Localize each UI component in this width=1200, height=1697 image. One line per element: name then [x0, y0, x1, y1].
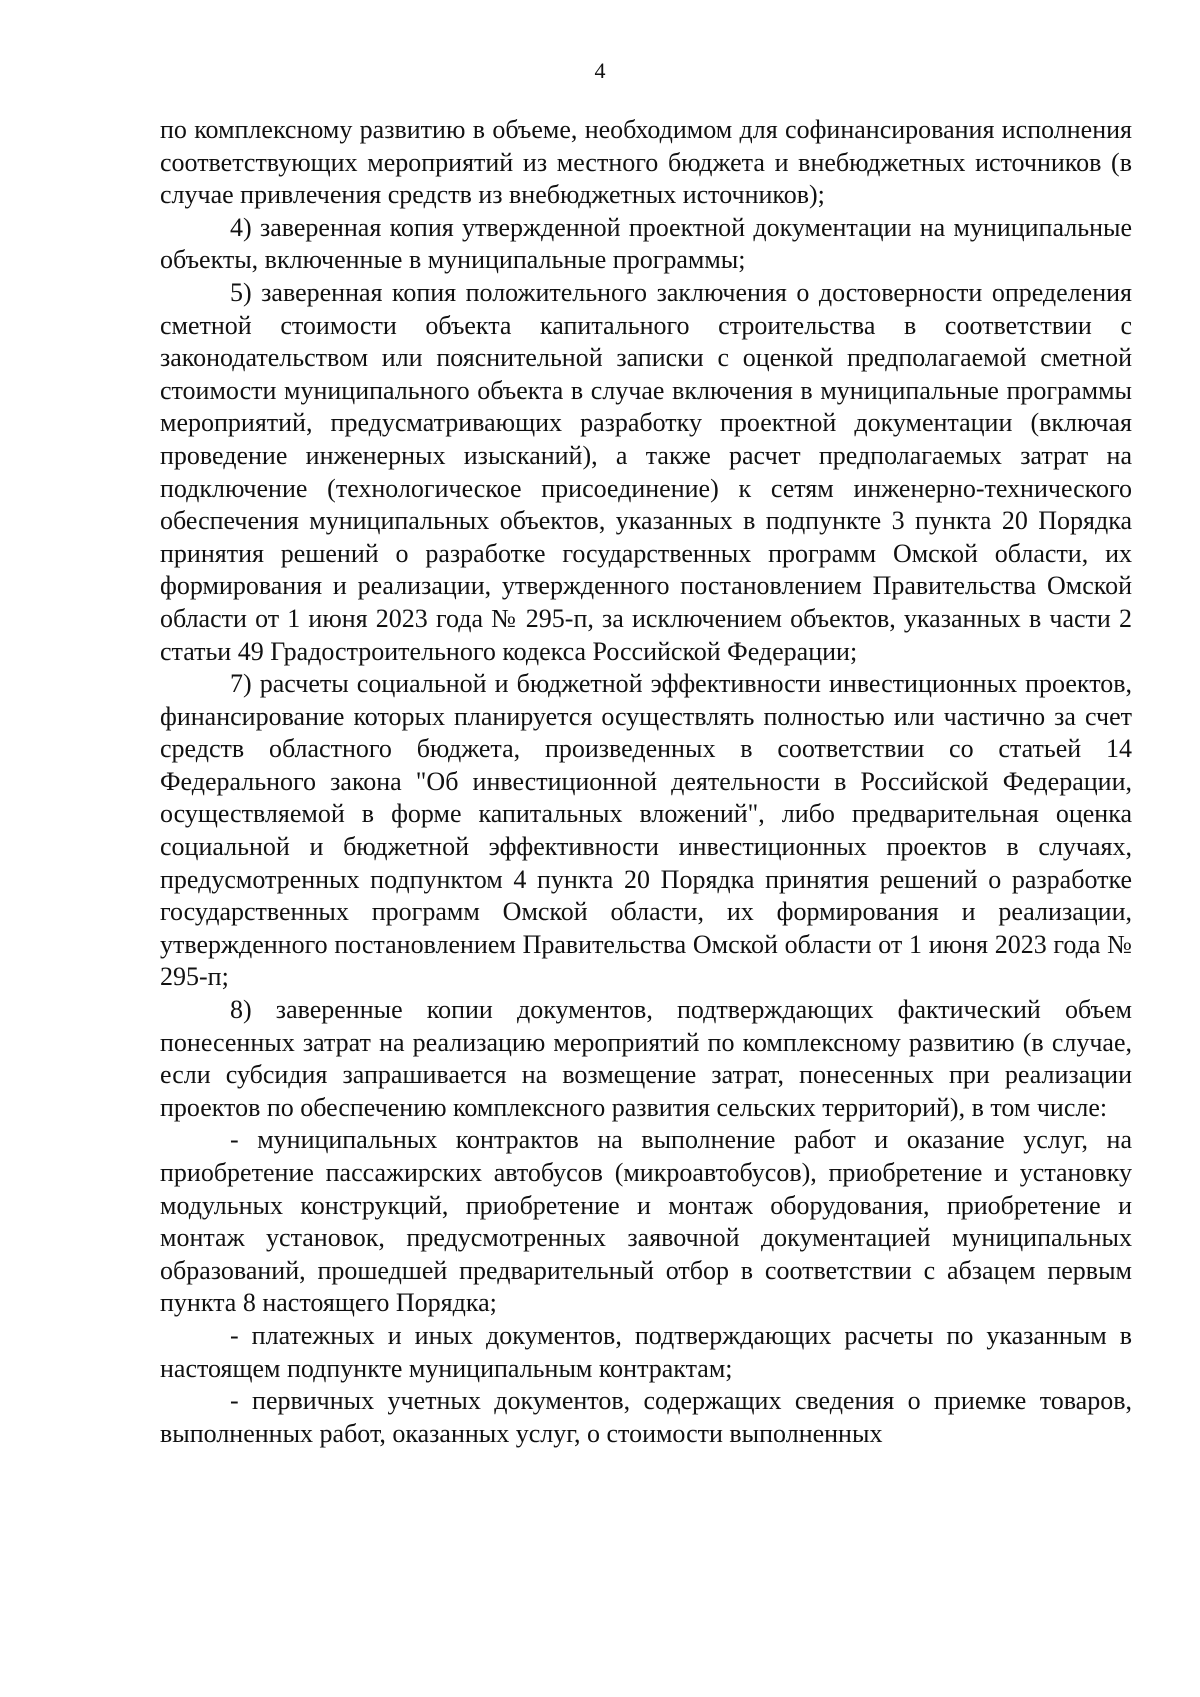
- paragraph-item-5: 5) заверенная копия положительного заключения о достоверности определения сметной стоимости объекта капитального строительства в соответствии с законодательством или пояснительной записки с оценкой предполагаемой сметной стоимости муниципального объекта в случае включения в муниципальные программы мероприятий, предусматривающих разработку проектной документации (включая проведение инженерных изысканий), а также расчет предполагаемых затрат на подключение (технологическое присоединение) к сетям инженерно-технического обеспечения муниципальных объектов, указанных в подпункте 3 пункта 20 Порядка принятия решений о разработке государственных программ Омской области, их формирования и реализации, утвержденного постановлением Правительства Омской области от 1 июня 2023 года № 295-п, за исключением объектов, указанных в части 2 статьи 49 Градостроительного кодекса Российской Федерации;: [160, 277, 1132, 666]
- page-number: 4: [594, 58, 606, 83]
- paragraph-item-7: 7) расчеты социальной и бюджетной эффективности инвестиционных проектов, финансирование которых планируется осуществлять полностью или частично за счет средств областного бюджета, произведенных в соответствии со статьей 14 Федерального закона "Об инвестиционной деятельности в Российской Федерации, осуществляемой в форме капитальных вложений", либо предварительная оценка социальной и бюджетной эффективности инвестиционных проектов в случаях, предусмотренных подпунктом 4 пункта 20 Порядка принятия решений о разработке государственных программ Омской области, их формирования и реализации, утвержденного постановлением Правительства Омской области от 1 июня 2023 года № 295-п;: [160, 669, 1132, 992]
- list-item-payment-documents: - платежных и иных документов, подтверждающих расчеты по указанным в настоящем подпункте муниципальным контрактам;: [160, 1320, 1132, 1383]
- list-item-primary-documents: - первичных учетных документов, содержащих сведения о приемке товаров, выполненных работ, оказанных услуг, о стоимости выполненных: [160, 1386, 1132, 1448]
- paragraph-continuation: по комплексному развитию в объеме, необходимом для софинансирования исполнения соответствующих мероприятий из местного бюджета и внебюджетных источников (в случае привлечения средств из внебюджетных источников);: [160, 115, 1132, 210]
- list-item-contracts: - муниципальных контрактов на выполнение работ и оказание услуг, на приобретение пассажирских автобусов (микроавтобусов), приобретение и установку модульных конструкций, приобретение и монтаж оборудования, приобретение и монтаж установок, предусмотренных заявочной документацией муниципальных образований, прошедшей предварительный отбор в соответствии с абзацем первым пункта 8 настоящего Порядка;: [160, 1125, 1132, 1318]
- paragraph-item-4: 4) заверенная копия утвержденной проектной документации на муниципальные объекты, включенные в муниципальные программы;: [160, 212, 1132, 275]
- document-body: [160, 114, 1132, 1450]
- paragraph-item-8: 8) заверенные копии документов, подтверждающих фактический объем понесенных затрат на реализацию мероприятий по комплексному развитию (в случае, если субсидия запрашивается на возмещение затрат, понесенных при реализации проектов по обеспечению комплексного развития сельских территорий), в том числе:: [160, 995, 1132, 1122]
